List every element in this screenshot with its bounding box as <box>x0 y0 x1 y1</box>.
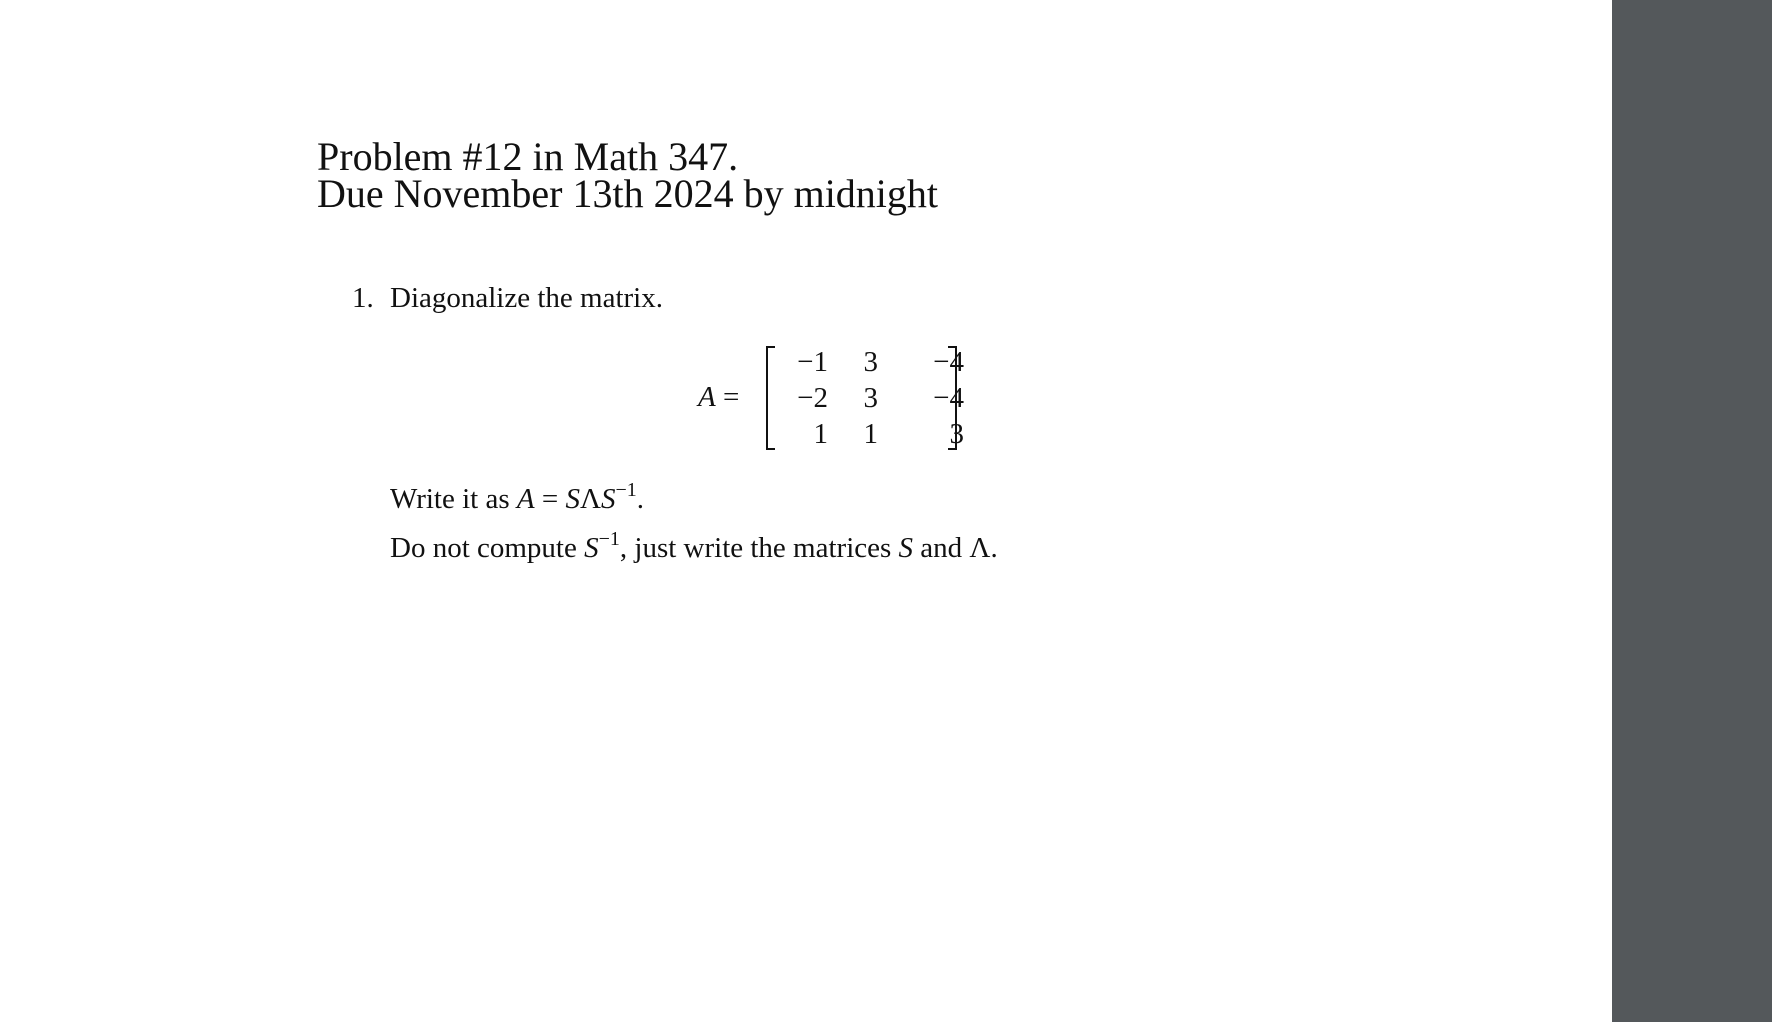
equals-sign: = <box>722 381 740 413</box>
due-date: Due November 13th 2024 by midnight <box>317 171 939 216</box>
line1-s: S <box>565 483 580 515</box>
line2-end: . <box>990 532 998 564</box>
right-bracket <box>948 346 957 450</box>
matrix-cell: 3 <box>863 346 878 378</box>
matrix-cell: −4 <box>933 346 964 378</box>
line2-lambda: Λ <box>969 532 991 564</box>
matrix-cell: 3 <box>863 382 878 414</box>
line2-superscript: −1 <box>598 528 620 550</box>
matrix-cell: −1 <box>797 346 828 378</box>
viewer-side-panel <box>1612 0 1772 1022</box>
problem-instruction: Diagonalize the matrix. <box>390 282 663 314</box>
matrix-name: A <box>698 381 716 413</box>
line1-lambda: Λ <box>579 483 601 515</box>
line1-superscript: −1 <box>615 479 637 501</box>
line1-end: . <box>636 483 645 515</box>
line2-s: S <box>584 532 599 564</box>
matrix-a <box>780 344 964 452</box>
line1-a: A <box>516 483 535 515</box>
note-instruction <box>390 528 998 565</box>
line1-eq: = <box>534 483 566 515</box>
line1-s-inverse: S <box>600 483 616 515</box>
factorization-instruction <box>390 479 645 516</box>
line2-middle: , just write the matrices <box>619 532 899 564</box>
matrix-lhs <box>698 380 739 414</box>
matrix-cell: 1 <box>863 418 878 450</box>
matrix-row <box>780 416 964 452</box>
matrix-row <box>780 380 964 416</box>
matrix-row <box>780 344 964 380</box>
matrix-cell: 3 <box>949 418 964 450</box>
line2-s2: S <box>898 532 914 564</box>
line1-prefix: Write it as <box>390 483 517 515</box>
line2-and: and <box>913 532 970 564</box>
page-header <box>317 134 939 216</box>
item-number: 1. <box>352 282 374 314</box>
problem-title: Problem #12 in Math 347. <box>317 134 739 179</box>
matrix-cell: −2 <box>797 382 828 414</box>
matrix-cell: −4 <box>933 382 964 414</box>
left-bracket <box>766 346 775 450</box>
line2-prefix: Do not compute <box>390 532 585 564</box>
matrix-cell: 1 <box>813 418 828 450</box>
